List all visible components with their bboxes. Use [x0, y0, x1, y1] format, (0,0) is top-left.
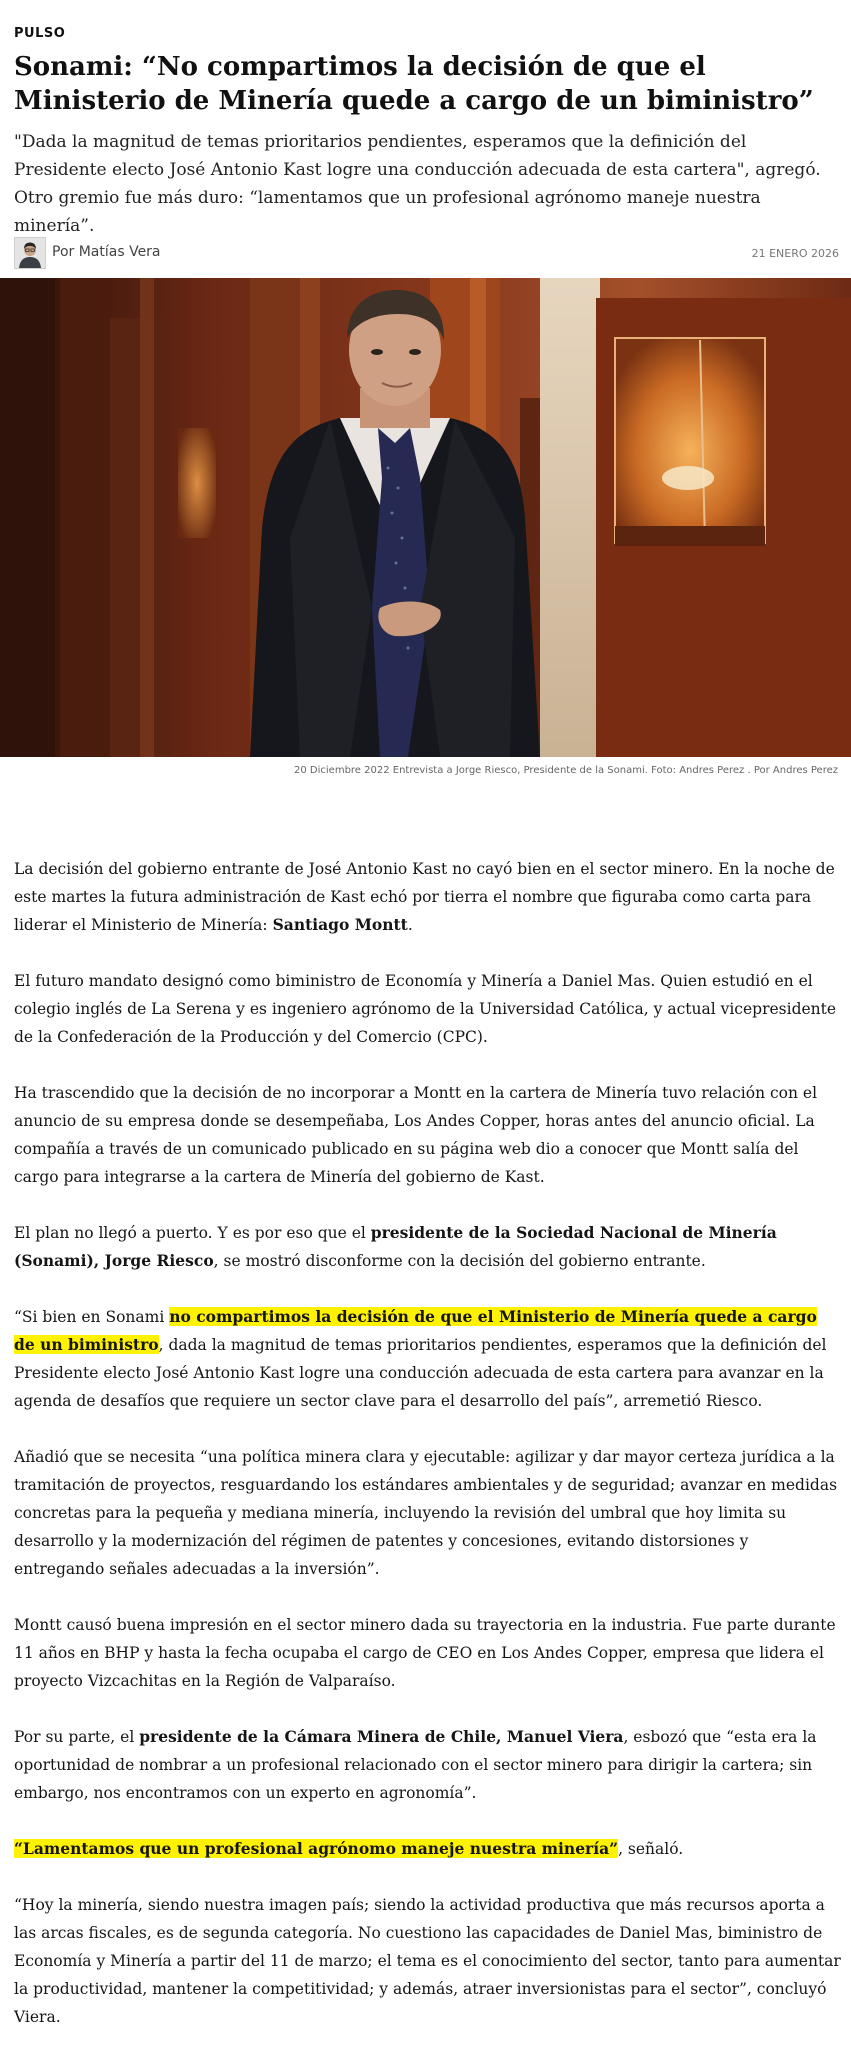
paragraph-text: , señaló. [618, 1840, 684, 1858]
paragraph-text: . [407, 916, 413, 934]
hero-photo [0, 278, 851, 757]
body-paragraph [14, 855, 842, 939]
body-paragraph [14, 1723, 842, 1807]
hero-photo-illustration [0, 278, 851, 757]
author-avatar[interactable] [14, 237, 46, 269]
article-body [14, 855, 842, 2059]
bold-text: Santiago Montt [272, 915, 408, 934]
photo-caption: 20 Diciembre 2022 Entrevista a Jorge Riesco, Presidente de la Sonami. Foto: Andres Perez . Por Andres Perez [294, 765, 838, 776]
body-paragraph [14, 1219, 842, 1275]
article-headline: Sonami: “No compartimos la decisión de que el Ministerio de Minería quede a cargo de un biministro” [14, 52, 814, 116]
body-paragraph [14, 1835, 842, 1863]
paragraph-text: “Si bien en Sonami [14, 1308, 170, 1326]
highlighted-quote: “Lamentamos que un profesional agrónomo maneje nuestra minería” [14, 1839, 619, 1858]
body-paragraph: El futuro mandato designó como biministro de Economía y Minería a Daniel Mas. Quien estudió en el colegio inglés de La Serena y es ingeniero agrónomo de la Universidad Católica, y actual vicepresidente de la Confederación de la Producción y del Comercio (CPC). [14, 972, 837, 1046]
section-tag-link[interactable]: PULSO [14, 26, 66, 41]
publish-date: 21 ENERO 2026 [751, 247, 839, 260]
highlighted-quote: no compartimos la decisión de que el Ministerio de Minería quede a cargo de un biministro [14, 1307, 817, 1354]
author-photo [15, 238, 45, 268]
bold-text: presidente de la Cámara Minera de Chile, Manuel Viera [139, 1727, 624, 1746]
body-paragraph: “Hoy la minería, siendo nuestra imagen país; siendo la actividad productiva que más recursos aporta a las arcas fiscales, es de segunda categoría. No cuestiono las capacidades de Daniel Mas, biministro de Economía y Minería a partir del 11 de marzo; el tema es el conocimiento del sector, tanto para aumentar la productividad, mantener la competitividad; y además, atraer inversionistas para el sector”, concluyó Viera. [14, 1896, 841, 2026]
body-paragraph [14, 1303, 842, 1415]
body-paragraph: Ha trascendido que la decisión de no incorporar a Montt en la cartera de Minería tuvo relación con el anuncio de su empresa donde se desempeñaba, Los Andes Copper, horas antes del anuncio oficial. La compañía a través de un comunicado publicado en su página web dio a conocer que Montt salía del cargo para integrarse a la cartera de Minería del gobierno de Kast. [14, 1084, 818, 1186]
paragraph-text: , se mostró disconforme con la decisión del gobierno entrante. [213, 1252, 706, 1270]
paragraph-text: , esbozó que “esta era la oportunidad de nombrar a un profesional relacionado con el sector minero para dirigir la cartera; sin embargo, nos encontramos con un experto en agronomía”. [14, 1728, 817, 1802]
bold-text: presidente de la Sociedad Nacional de Minería (Sonami), Jorge Riesco [14, 1223, 777, 1270]
article-lede: "Dada la magnitud de temas prioritarios pendientes, esperamos que la definición del Presidente electo José Antonio Kast logre una conducción adecuada de esta cartera", agregó. Otro gremio fue más duro: “lamentamos que un profesional agrónomo maneje nuestra minería”. [14, 132, 821, 236]
byline [14, 237, 839, 269]
paragraph-text: La decisión del gobierno entrante de José Antonio Kast no cayó bien en el sector minero. En la noche de este martes la futura administración de Kast echó por tierra el nombre que figuraba como carta para liderar el Ministerio de Minería: [14, 860, 835, 934]
paragraph-text: El plan no llegó a puerto. Y es por eso que el [14, 1224, 371, 1242]
paragraph-text: , dada la magnitud de temas prioritarios pendientes, esperamos que la definición del Presidente electo José Antonio Kast logre una conducción adecuada de esta cartera para avanzar en la agenda de desafíos que requiere un sector clave para el desarrollo del país”, arremetió Riesco. [14, 1336, 827, 1410]
author-link[interactable]: Por Matías Vera [52, 244, 161, 260]
body-paragraph: Añadió que se necesita “una política minera clara y ejecutable: agilizar y dar mayor certeza jurídica a la tramitación de proyectos, resguardando los estándares ambientales y de seguridad; avanzar en medidas concretas para la pequeña y mediana minería, incluyendo la revisión del umbral que hoy limita su desarrollo y la modernización del régimen de patentes y concesiones, evitando distorsiones y entregando señales adecuadas a la inversión”. [14, 1448, 838, 1578]
body-paragraph: Montt causó buena impresión en el sector minero dada su trayectoria en la industria. Fue parte durante 11 años en BHP y hasta la fecha ocupaba el cargo de CEO en Los Andes Copper, empresa que lidera el proyecto Vizcachitas en la Región de Valparaíso. [14, 1616, 836, 1690]
paragraph-text: Por su parte, el [14, 1728, 140, 1746]
